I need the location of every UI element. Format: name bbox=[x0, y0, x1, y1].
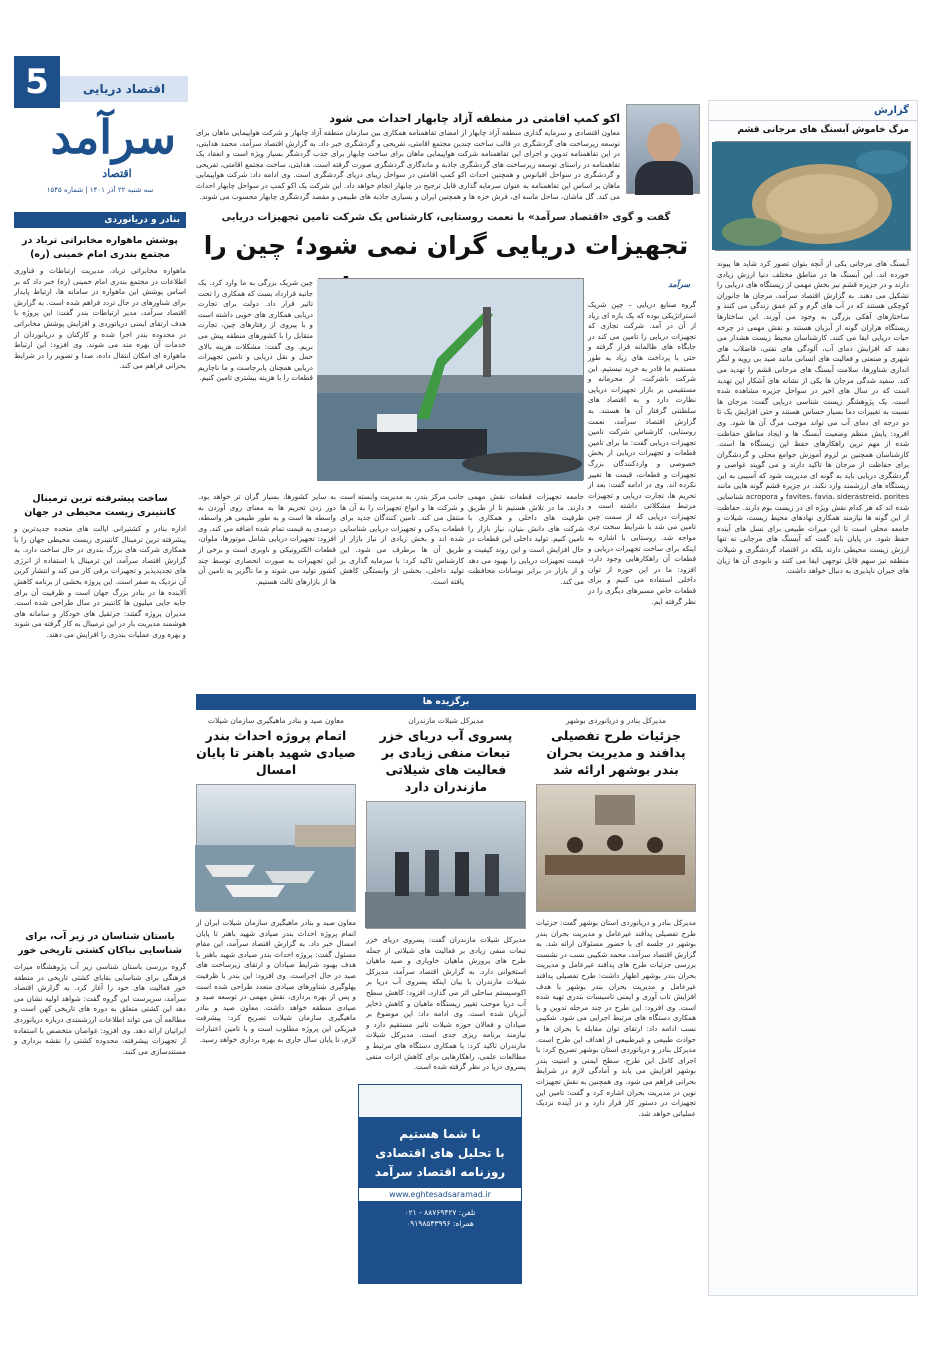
report-body: آبسنگ های مرجانی یکی از آنچه بتوان تصور کرد شاید ها پیوند خورده اند. این آبسنگ ها در مناطق مختلف دنیا ارزش زیادی دارند و در جزیره قشم نیز بخش مهمی از زیستگاه های دریایی را تشکیل می دهند. به گزارش اقتصاد سرآمد، مرجان ها جانوران کوچکی هستند که در آب های گرم و کم عمق زندگی می کنند و ساختارهای آهکی بزرگی به وجود می آورند. این ساختارها زیستگاه هزاران گونه از آبزیان هستند و نقش مهمی در چرخه حیات دریایی ایفا می کنند. کارشناسان محیط زیست هشدار می دهند که افزایش دمای آب، آلودگی های نفتی، فاضلاب های شهری و صنعتی و فعالیت های انسانی مانند صید بی رویه و لنگر اندازی شناورها، سلامت آبسنگ های مرجانی قشم را تهدید می کند. سفید شدگی مرجان ها یکی از نشانه های آشکار این تهدید است که در سال های اخیر در سواحل جزیره مشاهده شده است. یک پژوهشگر زیست شناسی دریایی گفت: مرجان ها نسبت به تغییرات دما بسیار حساس هستند و حتی افزایش یک تا دو درجه ای دمای آب می تواند موجب مرگ آن ها شود. وی افزود: پایش منظم وضعیت آبسنگ ها و ایجاد مناطق حفاظت شده از مهم ترین راهکارهای حفظ این زیستگاه ها است. کارشناسان همچنین بر لزوم آموزش جوامع محلی و گردشگران برای حفاظت از مرجان ها تاکید دارند و می گویند غواصی و گردشگری دریایی باید به گونه ای مدیریت شود که آسیبی به این زیستگاه های ارزشمند وارد نکند. در جزیره قشم گونه هایی مانند favites، favia، siderastreid، porites و acropora شناسایی شده اند که هر کدام نقش ویژه ای در زیست بوم دارند. حفاظت از این گونه ها نیازمند همکاری نهادهای محیط زیست، شیلات و جامعه محلی است تا این میراث طبیعی برای نسل های آینده حفظ شود. در پایان باید گفت که آبسنگ های مرجانی نه تنها ارزش زیست محیطی دارند بلکه در اقتصاد گردشگری و شیلات منطقه نیز سهم قابل توجهی ایفا می کنند و نابودی آن ها زیان های جبران ناپذیری به دنبال خواهد داشت. bbox=[717, 259, 909, 576]
page-number: 5 bbox=[14, 56, 60, 108]
pick-body: مدیرکل شیلات مازندران گفت: پسروی دریای خزر تبعات منفی زیادی بر فعالیت های شیلاتی از جمله طرح های پرورش ماهیان خاویاری و صید ماهیان استخوانی دارد. به گزارش اقتصاد سرآمد، مدیرکل شیلات مازندران با بیان اینکه پسروی آب دریا بر اکوسیستم ساحلی اثر می گذارد، افزود: کاهش سطح آب دریا موجب تغییر زیستگاه ماهیان و کاهش ذخایر آبزیان شده است. وی ادامه داد: این موضوع بر صیادان و فعالان حوزه شیلات تاثیر مستقیم دارد و نیازمند برنامه ریزی جدی است. مدیرکل شیلات مازندران تاکید کرد: با همکاری دستگاه های مرتبط و مطالعات علمی، راهکارهایی برای کاهش اثرات منفی پسروی دریا در نظر گرفته شده است. bbox=[366, 935, 526, 1072]
pick-kicker: مدیرکل شیلات مازندران bbox=[408, 716, 484, 725]
pick-kicker: مدیرکل بنادر و دریانوردی بوشهر bbox=[565, 716, 667, 725]
portrait-photo bbox=[626, 104, 700, 194]
pick-item bbox=[196, 716, 356, 1326]
coral-photo bbox=[715, 141, 911, 251]
left-section-header: بنادر و دریانوردی bbox=[14, 212, 186, 228]
pick-title: جزئیات طرح تفصیلی پدافند و مدیریت بحران بندر بوشهر ارائه شد bbox=[546, 728, 686, 777]
ad-mobile: همراه: ۰۹۱۹۸۵۴۳۹۹۶ bbox=[406, 1219, 474, 1228]
pick-body: معاون صید و بنادر ماهیگیری سازمان شیلات ایران از اتمام پروژه احداث بندر صیادی شهید باهنر تا پایان امسال خبر داد. به گزارش اقتصاد سرآمد، این مقام مسئول گفت: پروژه احداث بندر صیادی شهید باهنر با هدف بهبود شرایط صیادان و ارتقای زیرساخت های صید در حال اجراست. وی افزود: این بندر با ظرفیت پهلوگیری شناورهای صیادی متعدد طراحی شده است و پس از بهره برداری، نقش مهمی در توسعه صید و صیادی منطقه خواهد داشت. معاون صید و بنادر ماهیگیری سازمان شیلات تصریح کرد: پیشرفت فیزیکی این پروژه مطلوب است و با تامین اعتبارات لازم، تا پایان سال جاری به بهره برداری خواهد رسید. bbox=[196, 918, 356, 1044]
main-column-3: به سایر کشورها، بسیار گران تر خواهد بود. دور زدن تحریم ها به معنای روی آوردن به واسطه ها است و به طور طبیعی هر واسطه، درصدی به قیمت تمام شده اضافه می کند. وی افزود: تجهیزات دریایی شامل موتورها، ملوان، قطعات الکترونیکی و ناوبری است و برخی از این تجهیزات به صورت انحصاری توسط چند کشور تولید می شوند و ما ناگزیر به تامین آن ها از بازارهای ثالث هستیم. bbox=[198, 492, 336, 586]
ad-url-link[interactable]: www.eghtesadsaramad.ir bbox=[359, 1188, 521, 1201]
main-kicker: گفت و گوی «اقتصاد سرآمد» با نعمت روستایی، کارشناس یک شرکت تامین تجهیزات دریایی bbox=[221, 212, 671, 223]
logo-main: سرآمد bbox=[50, 110, 176, 164]
section-label: اقتصاد دریایی bbox=[60, 76, 188, 102]
right-report-column bbox=[708, 100, 918, 1296]
left-story-1-body: ماهواره مخابراتی ترباد، مدیریت ارتباطات و فناوری اطلاعات در مجتمع بندری امام خمینی (ره) خبر داد که بر اساس پوشش این ماهواره در سامانه ها، ارتباط پایدار برای شناورهای در حال تردد فراهم شده است. به گزارش اقتصاد سرآمد، مدیر ارتباطات بندر گفت: این پروژه با هدف ارتقای ایمنی دریانوردی و افزایش پوشش مخابراتی در محدوده بندر اجرا شده و کارکنان و دریانوردان از خدمات آن بهره مند می شوند. وی افزود: این ارتباط ماهواره ای امکان انتقال داده، صدا و تصویر را در شرایط بحرانی فراهم می کند. bbox=[14, 266, 186, 371]
ad-line-2: با تحلیل های اقتصادی bbox=[375, 1146, 505, 1160]
left-column bbox=[14, 212, 186, 1326]
newspaper-ad bbox=[358, 1084, 522, 1284]
group-photo bbox=[366, 801, 526, 929]
report-title: مرگ خاموش آبسنگ های مرجانی قشم bbox=[737, 125, 909, 135]
issue-line: سه شنبه ۲۲ آذر ۱۴۰۱ | شماره ۱۵۴۵ bbox=[46, 186, 154, 194]
ad-line-1: با شما هستیم bbox=[399, 1127, 481, 1141]
port-crane-photo bbox=[318, 278, 584, 480]
harbor-photo bbox=[196, 784, 356, 912]
pick-title: پسروی آب دریای خزر تبعات منفی زیادی بر فعالیت های شیلاتی مازندران دارد bbox=[379, 728, 513, 794]
newspaper-logo bbox=[50, 110, 176, 182]
pick-title: اتمام پروژه احداث بندر صیادی شهید باهنر تا پایان امسال bbox=[196, 728, 356, 777]
left-story-2-body: اداره بنادر و کشتیرانی ایالت های متحده جدیدترین و پیشرفته ترین ترمینال کانتینری زیست محیطی جهان را با همکاری شرکت های بزرگ بندری در حال ساخت دارد. به گزارش اقتصاد سرآمد، این ترمینال با استفاده از انرژی های تجدیدپذیر و تجهیزات برقی کار می کند و انتشار کربن آن نزدیک به صفر است. این پروژه بخشی از برنامه کاهش آلاینده ها در بنادر بزرگ جهان است و ظرفیت آن برای جابه جایی میلیون ها کانتینر در سال طراحی شده است. مدیران پروژه گفتند: جرثقیل های خودکار و سامانه های هوشمند مدیریت بار در این ترمینال به کار گرفته می شوند و بهره وری عملیات بندری را افزایش می دهند. bbox=[14, 524, 186, 639]
pick-kicker: معاون صید و بنادر ماهیگیری سازمان شیلات bbox=[207, 716, 345, 725]
brief-body: معاون اقتصادی و سرمایه گذاری منطقه آزاد چابهار از امضای تفاهمنامه همکاری بین سازمان منطقه آزاد چابهار و شرکت هواپیمایی ماهان برای توسعه زیرساخت های گردشگری در قالب ساخت چندین مجتمع اقامتی، تفریحی و گردشگری خبر داد. به گزارش اقتصاد سرآمد، محمد هدایتی، در این تفاهمنامه تدوین و اجرای این تفاهمنامه شرکت هواپیمایی ماهان برای ساخت چابهار برای جذب گردشگر بسیار ویژه است و انعقاد یک تفاهمنامه در راستای توسعه زیرساخت های گردشگری جاذبه و ماندگاری گردشگری صورت گرفته است. هدایتی، ساخت مجتمع اقامتی، تفریحی و گردشگری در سواحل اقیانوس و همچنین احداث اکو کمپ اقامتی در سواحل زیبای دریای گردشگری است. وی ادامه داد: شرکت هواپیمایی ماهان بر اساس این تفاهمنامه به عنوان سرمایه گذاری قابل ترجیح در چابهار انجام خواهد داد. این شرکت یک اکو کمپ در سواحل چابهار احداث می کند. گل ماشان، ساحل ماسه ای، فرش خزه ها و همچنین ایران و بسیاری جاذبه های طبیعی و مقصد گردشگری چابهار محسوب می شوند. bbox=[196, 128, 620, 201]
ad-phone: تلفن: ۸۸۷۶۹۴۲۷ - ۰۲۱ bbox=[404, 1208, 476, 1217]
logo-sub: اقتصاد bbox=[102, 167, 132, 180]
ad-line-3: روزنامه اقتصاد سرآمد bbox=[374, 1165, 506, 1179]
pick-body: مدیرکل بنادر و دریانوردی استان بوشهر گفت: جزئیات طرح تفصیلی پدافند غیرعامل و مدیریت بحران بندر بوشهر در جلسه ای با حضور مسئولان ارائه شد. به گزارش اقتصاد سرآمد، محمد شکیبی نسب در نشست بررسی جزئیات طرح های پدافند غیرعامل و مدیریت بحران بندر بوشهر اظهار داشت: طرح تفصیلی پدافند غیرعامل و مدیریت بحران بندر بوشهر با هدف افزایش تاب آوری و ایمنی تاسیسات بندری تهیه شده است. وی افزود: این طرح در چند مرحله تدوین و با همکاری دستگاه های مرتبط اجرایی می شود. شکیبی نسب ادامه داد: ارتقای توان مقابله با بحران ها و حوادث طبیعی و غیرطبیعی از اهداف این طرح است. مدیرکل بنادر و دریانوردی استان بوشهر تصریح کرد: با اجرای کامل این طرح، سطح ایمنی و امنیت بندر بوشهر افزایش می یابد و آمادگی لازم در شرایط بحرانی فراهم می شود. وی همچنین به نقش تجهیزات نوین در مدیریت بحران اشاره کرد و گفت: تامین این تجهیزات در دستور کار قرار دارد و در آینده نزدیک عملیاتی خواهد شد. bbox=[536, 918, 696, 1118]
column-emblem: سرآمد bbox=[668, 280, 690, 289]
main-column-5: جامعه تجهیزات قطعات نقش مهمی دارند. ما در تلاش هستیم تا از طریق ظرفیت های داخلی و همکاری با شرکت های دانش بنیان، نیاز بازار را تامین کنیم. تولید داخلی این قطعات در حال افزایش است و این روند کیفیت و قیمت تجهیزات دریایی را بهبود می دهد و از بازار در برابر نوسانات محافظت می کند. bbox=[468, 492, 584, 586]
report-label: گزارش bbox=[709, 101, 917, 121]
main-column-4: جانب مرکز بندر، به مدیریت وابسته است و شرکت ها و انواع تجهیزات را به آن ها منتقل می کند. تامین کنندگان جدید برای قطعات یدکی و تجهیزات دریایی شناسایی شده اند و بخش زیادی از نیاز بازار از طریق آن ها برطرف می شود. این کارشناس تاکید کرد: با سرمایه گذاری بر تولید داخلی، بخشی از وابستگی کاهش یافته است. bbox=[340, 492, 464, 586]
left-story-3-body: گروه بررسی باستان شناسی زیر آب پژوهشگاه میراث فرهنگی برای شناسایی بقایای کشتی تاریخی در منطقه خور فعالیت های خود را آغاز کرد. به گزارش اقتصاد سرآمد، سرپرست این گروه گفت: شواهد اولیه نشان می دهد این کشتی متعلق به دوره های تاریخی کهن است و مطالعه آن می تواند اطلاعات ارزشمندی درباره دریانوردی ایرانیان ارائه دهد. وی افزود: غواصان متخصص با استفاده از تجهیزات پیشرفته، محدوده کشتی را نقشه برداری و مستندسازی می کنند. bbox=[14, 962, 186, 1056]
left-story-3-title: باستان شناسان در زیر آب، برای شناسایی نیاکان کشتی تاریخی خور bbox=[18, 931, 182, 956]
main-column-1: گروه صنایع دریایی – چین شریک استراتژیکی بوده که یک بازه ای زیاد از آن در آمد. شرکت تجاری که تجهیزات دریایی را تامین می کند در جایگاه های ظالمانه قرار گرفته و حتی با پرداخت های زیاد به طور مستقیم ما قادر به خرید نیستیم. این شرکت ناشرکت، از محرمانه و مستقیمی بر بازار تجهیزات دریایی نظارت دارد و به اقتصاد های سلطنتی گرفتار آن ها هستند. به گزارش اقتصاد سرآمد، نعمت روستایی، کارشناس شرکت تامین تجهیزات دریایی گفت: ما برای تامین قطعات و تجهیزات دریایی از بخش خصوصی و واردکنندگان بزرگ تجهیزات و قطعات، قیمت ها تغییر نکرده اند. وی در ادامه گفت: بعد از تحریم ها، تجارت دریایی و تجهیزات مرتبط مشکلاتی داشته است و تجهیزات دریایی که از سمت چین تامین می شد با شرایط سخت تری مواجه شد. روستایی با اشاره به اینکه برای ساخت تجهیزات دریایی و قطعات آن راهکارهایی وجود دارد، افزود: ما در این حوزه از توان داخلی استفاده می کنیم و برای قطعات خاص مسیرهای دیگری را در نظر گرفته ایم. bbox=[588, 300, 696, 606]
pick-item bbox=[536, 716, 696, 1326]
picks-bar: برگزیده ها bbox=[196, 694, 696, 710]
main-column-2: چین شریک بزرگی به ما وارد کرد. یک جانبه قرارداد بست که همکاری را تحت تاثیر قرار داد. دولت برای تجارت دریایی همکاری های خوبی داشته است و با پیروی از رفتارهای چین، تجارت متقابل را با کشورهای منطقه پیش می بریم. وی گفت: مشکلات هزینه بالای حمل و نقل دریایی و تامین تجهیزات دریایی همچنان پابرجاست و ما ناچاریم قطعات را با هزینه بیشتری تامین کنیم. bbox=[198, 278, 313, 383]
meeting-photo bbox=[536, 784, 696, 912]
left-story-2-title: ساخت پیشرفته ترین ترمینال کانتینری زیست محیطی در جهان bbox=[24, 493, 176, 518]
left-story-1-title: پوشش ماهواره مخابراتی ترباد در مجتمع بندری امام خمینی (ره) bbox=[22, 235, 178, 260]
main-headline: تجهیزات دریایی گران نمی شود؛ چین را bbox=[203, 231, 689, 260]
brief-title: اکو کمپ اقامتی در منطقه آزاد چابهار احداث می شود bbox=[329, 112, 620, 125]
